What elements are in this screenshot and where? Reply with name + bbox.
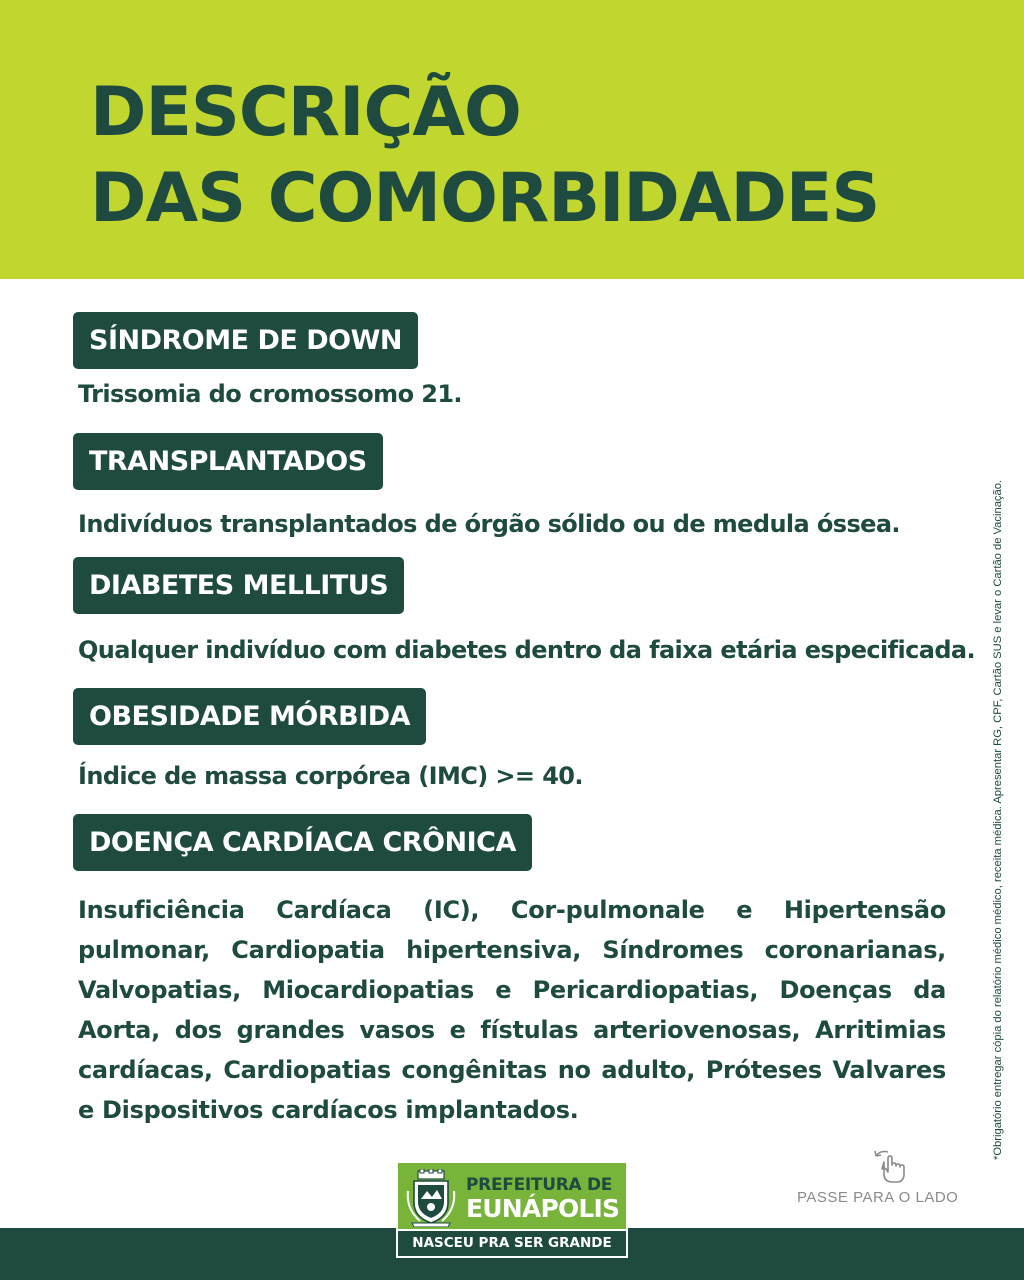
swipe-label: PASSE PARA O LADO <box>797 1189 959 1206</box>
section-heading-transplanted: TRANSPLANTADOS <box>73 433 383 490</box>
page-title <box>90 70 879 242</box>
logo-line-1: PREFEITURA DE <box>466 1175 613 1195</box>
section-heading-diabetes: DIABETES MELLITUS <box>73 557 404 614</box>
section-heading-obesity: OBESIDADE MÓRBIDA <box>73 688 426 745</box>
section-text-diabetes: Qualquer indivíduo com diabetes dentro da faixa etária especificada. <box>78 636 976 664</box>
section-text-down-syndrome: Trissomia do cromossomo 21. <box>78 380 462 408</box>
side-note: *Obrigatório entregar cópia do relatório médico médico, receita médica. Apresentar RG, CPF, Cartão SUS e levar o Cartão de Vacinação. <box>992 479 1004 1160</box>
section-heading-heart-disease: DOENÇA CARDÍACA CRÔNICA <box>73 814 532 871</box>
section-text-heart-disease: Insuficiência Cardíaca (IC), Cor-pulmonale e Hipertensão pulmonar, Cardiopatia hipertensiva, Síndromes coronarianas, Valvopatias, Miocardiopatias e Pericardiopatias, Doenças da Aorta, dos grandes vasos e fístulas arteriovenosas, Arritimias cardíacas, Cardiopatias congênitas no adulto, Próteses Valvares e Dispositivos cardíacos implantados. <box>78 896 946 1124</box>
page-title-line-1: DESCRIÇÃO <box>90 73 521 152</box>
section-text-transplanted: Indivíduos transplantados de órgão sólido ou de medula óssea. <box>78 510 900 538</box>
page-title-line-2: DAS COMORBIDADES <box>90 159 880 238</box>
swipe-hand-icon <box>870 1148 910 1184</box>
section-heading-down-syndrome: SÍNDROME DE DOWN <box>73 312 418 369</box>
logo-top-panel <box>396 1161 628 1231</box>
logo-line-2: EUNÁPOLIS <box>466 1194 620 1223</box>
city-crest-icon <box>406 1169 456 1227</box>
section-text-obesity: Índice de massa corpórea (IMC) >= 40. <box>78 762 583 790</box>
logo-slogan: NASCEU PRA SER GRANDE <box>396 1231 628 1258</box>
header-banner <box>0 0 1024 279</box>
city-logo <box>396 1161 628 1258</box>
